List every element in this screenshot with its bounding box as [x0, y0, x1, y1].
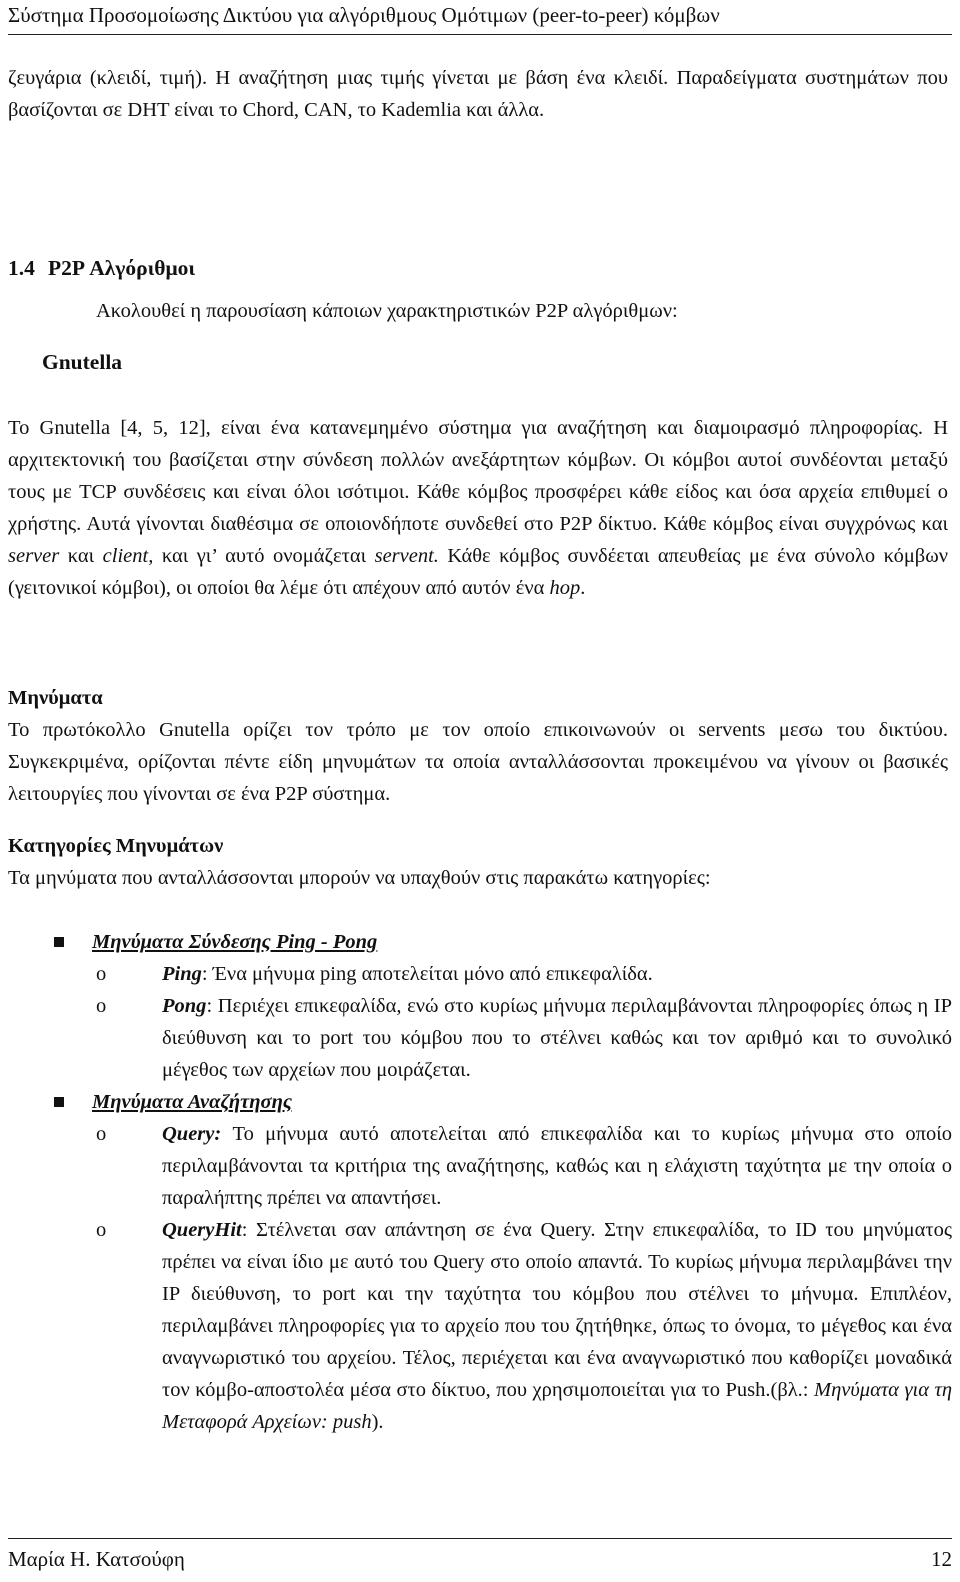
list-marker: o	[96, 1219, 107, 1241]
gnutella-text-2: και	[59, 545, 103, 567]
categories-list	[0, 926, 952, 1438]
page-footer	[8, 1538, 952, 1573]
term-queryhit: QueryHit	[162, 1219, 242, 1241]
term-server: server	[8, 545, 60, 567]
categories-intro: Τα μηνύματα που ανταλλάσσονται μπορούν να υπαχθούν στις παρακάτω κατηγορίες:	[8, 867, 711, 889]
term-servent: servent.	[374, 545, 439, 567]
term-query: Query:	[162, 1123, 222, 1145]
list-item-query	[0, 1118, 952, 1214]
messages-paragraph: Το πρωτόκολλο Gnutella ορίζει τον τρόπο με τον οποίο επικοινωνούν οι servents μεσω του δικτύου. Συγκεκριμένα, ορίζονται πέντε είδη μηνυμάτων τα οποία ανταλλάσσονται προκειμένου να γίνουν οι βασικές λειτουργίες που γίνονται σε ένα P2P σύστημα.	[8, 719, 948, 805]
queryhit-description: : Στέλνεται σαν απάντηση σε ένα Query. Στην επικεφαλίδα, το ID του μηνύματος πρέπει να είναι ίδιο με αυτό του Query στο οποίο απαντά. Το κυρίως μήνυμα περιλαμβάνει την IP διεύθυνση, το port και την ταχύτητα του κόμβου που στέλνει το μήνυμα. Επιπλέον, περιλαμβάνει πληροφορίες για το αρχείο που του ζητήθηκε, όπως το όνομα, το μέγεθος και ένα αναγνωριστικό του αρχείου. Τέλος, περιέχεται και ένα αναγνωριστικό που καθορίζει μοναδικά τον κόμβο-αποστολέα μέσα στο δίκτυο, που χρησιμοποιείται για το Push.(βλ.:	[162, 1219, 952, 1401]
categories-heading: Κατηγορίες Μηνυμάτων	[8, 835, 224, 857]
messages-heading: Μηνύματα	[8, 687, 103, 709]
page-number: 12	[931, 1547, 952, 1571]
list-item-ping	[0, 958, 952, 990]
page-header	[8, 2, 952, 35]
gnutella-text-1: Το Gnutella [4, 5, 12], είναι ένα κατανεμημένο σύστημα για αναζήτηση και διαμοιρασμό πληροφορίας. Η αρχιτεκτονική του βασίζεται στην σύνδεση πολλών ανεξάρτητων κόμβων. Οι κόμβοι αυτοί συνδέονται μεταξύ τους με TCP συνδέσεις και είναι όλοι ισότιμοι. Κάθε κόμβος προσφέρει κάθε είδος και όσα αρχεία επιθυμεί ο χρήστης. Αυτά γίνονται διαθέσιμα σε οποιονδήποτε συνδεθεί στο P2P δίκτυο. Κάθε κόμβος είναι συγχρόνως και	[8, 417, 948, 535]
pong-description: : Περιέχει επικεφαλίδα, ενώ στο κυρίως μήνυμα περιλαμβάνονται πληροφορίες όπως η IP διεύθυνση και το port του κόμβου που το στέλνει καθώς και τον αριθμό και το συνολικό μέγεθος των αρχείων που μοιράζεται.	[162, 995, 952, 1081]
list-item-queryhit	[0, 1214, 952, 1438]
gnutella-text-5: .	[580, 577, 586, 599]
section-number: 1.4	[8, 256, 35, 280]
category-title: Μηνύματα Αναζήτησης	[92, 1091, 292, 1113]
queryhit-end: ).	[371, 1411, 384, 1433]
intro-paragraph: ζευγάρια (κλειδί, τιμή). Η αναζήτηση μιας τιμής γίνεται με βάση ένα κλειδί. Παραδείγματα συστημάτων που βασίζονται σε DHT είναι το Chord, CAN, το Kademlia και άλλα.	[8, 67, 948, 121]
list-marker: o	[96, 995, 107, 1017]
gnutella-text-3: και γι’ αυτό ονομάζεται	[153, 545, 375, 567]
list-item-pong	[0, 990, 952, 1086]
author-name: Μαρία Η. Κατσούφη	[8, 1547, 185, 1571]
term-client: client,	[102, 545, 154, 567]
ping-description: : Ένα μήνυμα ping αποτελείται μόνο από επικεφαλίδα.	[201, 963, 653, 985]
term-ping: Ping	[162, 963, 202, 985]
query-description: Το μήνυμα αυτό αποτελείται από επικεφαλίδα και το κυρίως μήνυμα στο οποίο περιλαμβάνονται τα κριτήρια της αναζήτησης, καθώς και η ελάχιστη ταχύτητα με την οποία ο παραλήπτης πρέπει να απαντήσει.	[162, 1123, 952, 1209]
category-connection	[0, 926, 952, 958]
gnutella-paragraph	[8, 412, 948, 604]
section-heading	[8, 252, 948, 284]
section-title: P2P Αλγόριθμοι	[48, 256, 196, 280]
list-marker: o	[96, 963, 107, 985]
document-title: Σύστημα Προσομοίωσης Δικτύου για αλγόριθμους Ομότιμων (peer-to-peer) κόμβων	[8, 3, 720, 27]
category-title: Μηνύματα Σύνδεσης Ping - Pong	[92, 931, 378, 953]
list-marker: o	[96, 1123, 107, 1145]
square-bullet-icon	[54, 937, 64, 947]
gnutella-heading: Gnutella	[42, 350, 123, 374]
term-hop: hop	[549, 577, 581, 599]
queryhit-reference: Μηνύματα για τη Μεταφορά Αρχείων: push	[162, 1379, 952, 1433]
gnutella-text-4: Κάθε κόμβος συνδέεται απευθείας με ένα σύνολο κόμβων (γειτονικοί κόμβοι), οι οποίοι θα λέμε ότι απέχουν από αυτόν ένα	[8, 545, 948, 599]
term-pong: Pong	[162, 995, 207, 1017]
square-bullet-icon	[54, 1097, 64, 1107]
category-search	[0, 1086, 952, 1118]
section-intro: Ακολουθεί η παρουσίαση κάποιων χαρακτηριστικών P2P αλγόριθμων:	[96, 300, 678, 322]
